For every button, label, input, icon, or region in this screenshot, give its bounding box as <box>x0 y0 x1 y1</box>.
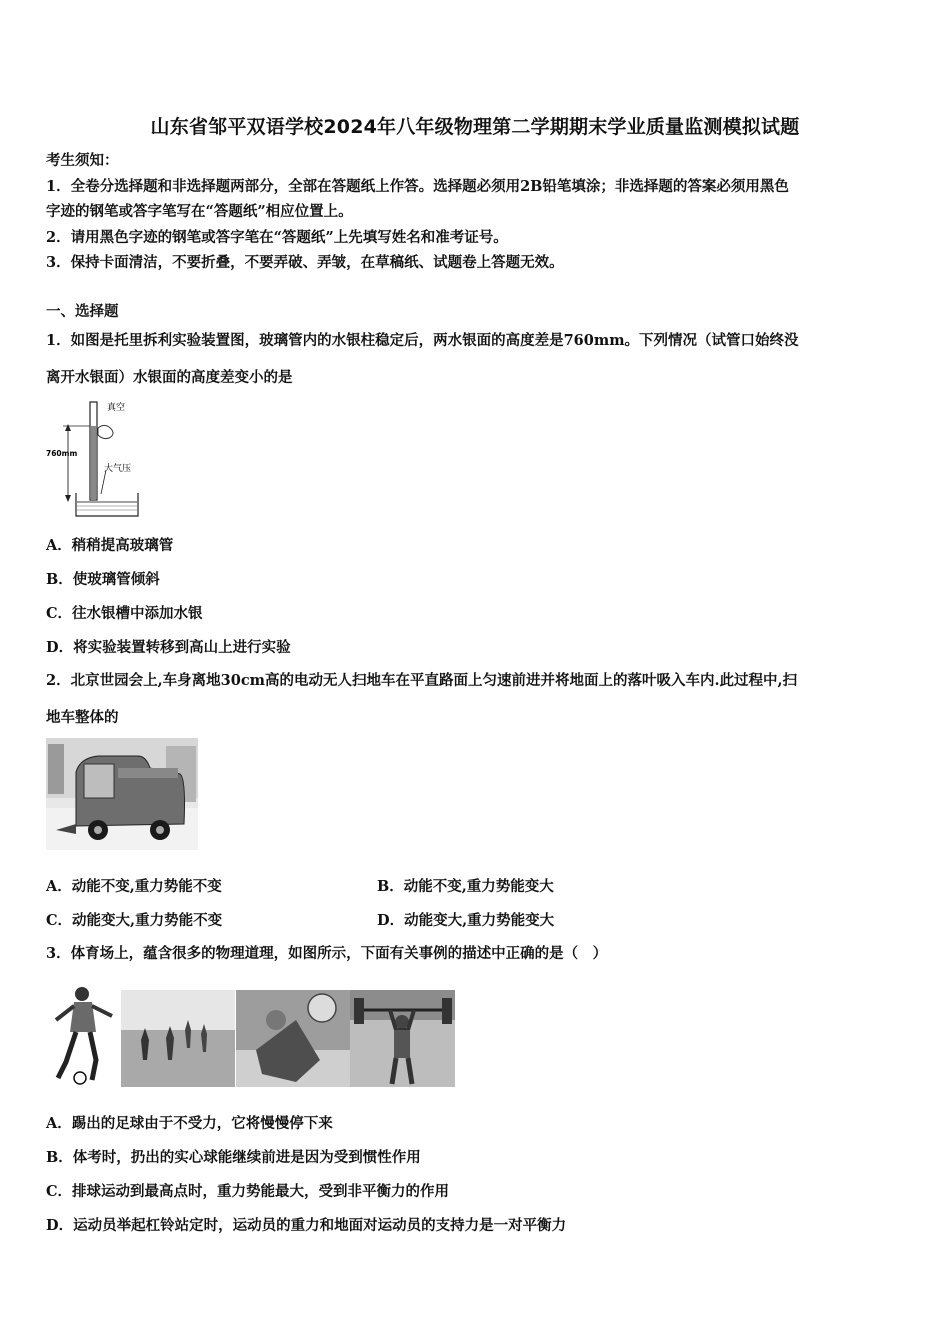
q1-option-a[interactable]: A．稍稍提高玻璃管 <box>46 537 174 554</box>
q1-option-b[interactable]: B．使玻璃管倾斜 <box>46 571 160 588</box>
weightlifting-photo <box>350 990 455 1087</box>
notice-item-3: 3．保持卡面清洁，不要折叠，不要弄破、弄皱，在草稿纸、试题卷上答题无效。 <box>46 254 564 271</box>
volleyball-photo <box>236 990 350 1087</box>
q2-stem-cont: 地车整体的 <box>46 709 119 726</box>
q3-stem: 3．体育场上，蕴含很多的物理道理，如图所示，下面有关事例的描述中正确的是（ ） <box>46 945 608 962</box>
hand-icon <box>98 425 113 438</box>
mercury-trough <box>76 493 138 516</box>
torricelli-svg <box>46 398 146 523</box>
football-photo <box>46 982 121 1087</box>
q3-option-c[interactable]: C．排球运动到最高点时，重力势能最大，受到非平衡力的作用 <box>46 1183 450 1200</box>
q2-option-d[interactable]: D．动能变大,重力势能变大 <box>377 912 555 929</box>
q3-option-b[interactable]: B．体考时，扔出的实心球能继续前进是因为受到惯性作用 <box>46 1149 421 1166</box>
shotput-photo <box>121 990 235 1087</box>
q1-option-c[interactable]: C．往水银槽中添加水银 <box>46 605 203 622</box>
notice-heading: 考生须知： <box>46 152 119 169</box>
mercury-column <box>91 426 96 500</box>
q1-option-d[interactable]: D．将实验装置转移到高山上进行实验 <box>46 639 291 656</box>
q2-option-b[interactable]: B．动能不变,重力势能变大 <box>377 878 554 895</box>
exam-title: 山东省邹平双语学校2024年八年级物理第二学期期末学业质量监测模拟试题 <box>150 116 800 138</box>
notice-item-1-cont: 字迹的钢笔或答字笔写在“答题纸”相应位置上。 <box>46 203 353 220</box>
notice-item-2: 2．请用黑色字迹的钢笔或答字笔在“答题纸”上先填写姓名和准考证号。 <box>46 229 508 246</box>
q1-stem-cont: 离开水银面）水银面的高度差变小的是 <box>46 369 293 386</box>
vacuum-label: 真空 <box>107 403 126 413</box>
section-heading: 一、选择题 <box>46 303 119 320</box>
notice-item-1: 1．全卷分选择题和非选择题两部分，全部在答题纸上作答。选择题必须用2B铅笔填涂；非选择题的答案必须用黑色 <box>46 178 789 195</box>
q2-option-c[interactable]: C．动能变大,重力势能不变 <box>46 912 223 929</box>
q3-option-d[interactable]: D．运动员举起杠铃站定时，运动员的重力和地面对运动员的支持力是一对平衡力 <box>46 1217 567 1234</box>
q3-option-a[interactable]: A．踢出的足球由于不受力，它将慢慢停下来 <box>46 1115 333 1132</box>
torricelli-diagram <box>46 398 146 523</box>
q2-option-a[interactable]: A．动能不变,重力势能不变 <box>46 878 222 895</box>
q2-stem: 2．北京世园会上,车身离地30cm高的电动无人扫地车在平直路面上匀速前进并将地面上的落叶吸入车内.此过程中,扫 <box>46 672 798 689</box>
height-label: 760mm <box>46 449 78 458</box>
pressure-label: 大气压 <box>104 464 132 474</box>
q1-stem: 1．如图是托里拆利实验装置图，玻璃管内的水银柱稳定后，两水银面的高度差是760mm。下列情况（试管口始终没 <box>46 332 799 349</box>
sweeper-photo <box>46 738 198 850</box>
